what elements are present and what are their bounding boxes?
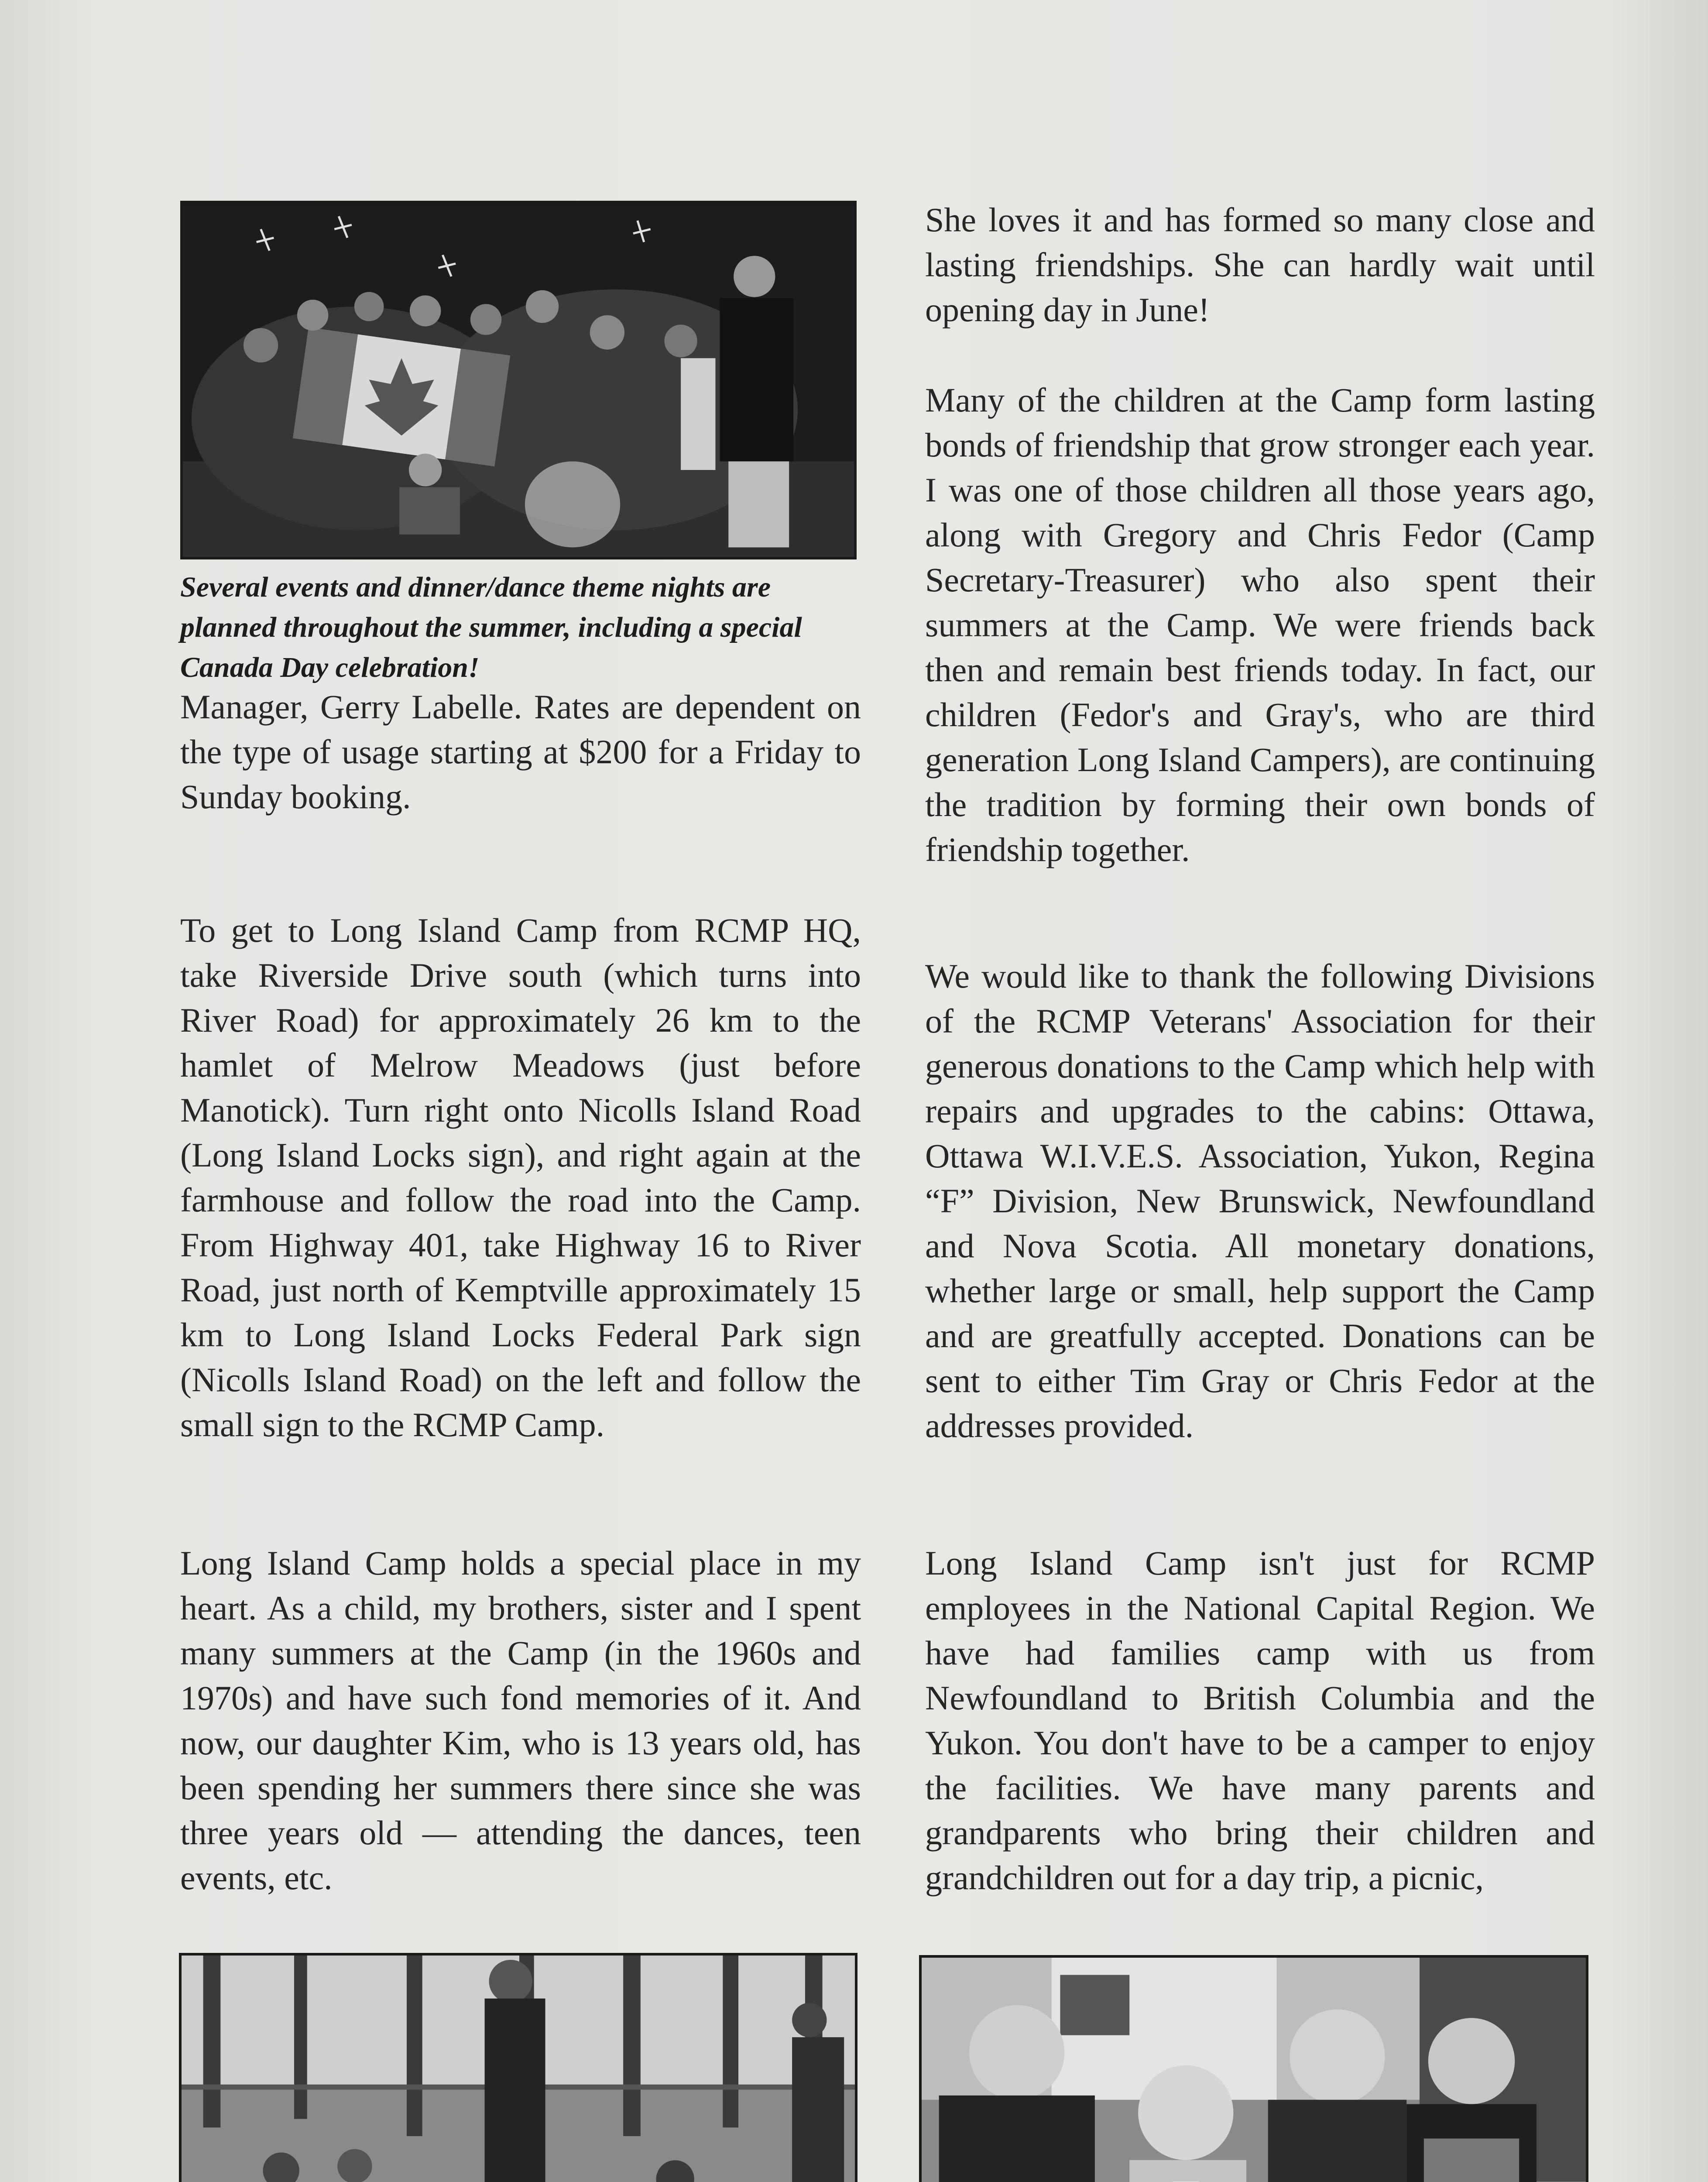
right-paragraph-3: We would like to thank the following Divisions of the RCMP Veterans' Association for their generous donations to the Camp which help with repairs and upgrades to the cabins: Ottawa, Ottawa W.I.V.E.S. Association, Yukon, Regina “F” Division, New Brunswick, Newfoundland and Nova Scotia. All monetary donations, whether large or small, help support the Camp and are greatfully accepted. Donations can be sent to either Tim Gray or Chris Fedor at the addresses provided. — [925, 957, 1595, 1444]
third-generation-campers-photo — [919, 1955, 1588, 2182]
canada-day-photo — [180, 201, 857, 559]
right-paragraph-1: She loves it and has formed so many close and lasting friendships. She can hardly wait until opening day in June! — [925, 201, 1595, 329]
right-paragraph-4: Long Island Camp isn't just for RCMP employees in the National Capital Region. We have had families camp with us from Newfoundland to British Columbia and the Yukon. You don't have to be a camper to enjoy the facilities. We have many parents and grandparents who bring their children and grandchildren out for a day trip, a picnic, — [925, 1544, 1595, 1897]
community-picnic-photo — [179, 1953, 857, 2182]
left-paragraph-1: Manager, Gerry Labelle. Rates are dependent on the type of usage starting at $200 for a Friday to Sunday booking. — [180, 688, 861, 816]
right-paragraph-2: Many of the children at the Camp form lasting bonds of friendship that grow stronger each year. I was one of those children all those years ago, along with Gregory and Chris Fedor (Camp Secretary-Treasurer) who also spent their summers at the Camp. We were friends back then and remain best friends today. In fact, our children (Fedor's and Gray's, who are third generation Long Island Campers), are continuing the tradition by forming their own bonds of friendship together. — [925, 381, 1595, 868]
left-paragraph-2: To get to Long Island Camp from RCMP HQ, take Riverside Drive south (which turns into River Road) for approximately 26 km to the hamlet of Melrow Meadows (just before Manotick). Turn right onto Nicolls Island Road (Long Island Locks sign), and right again at the farmhouse and follow the road into the Camp. From Highway 401, take Highway 16 to River Road, just north of Kemptville approximately 15 km to Long Island Locks Federal Park sign (Nicolls Island Road) on the left and follow the small sign to the RCMP Camp. — [180, 911, 861, 1444]
left-paragraph-3: Long Island Camp holds a special place in my heart. As a child, my brothers, sister and I spent many summers at the Camp (in the 1960s and 1970s) and have such fond memories of it. And now, our daughter Kim, who is 13 years old, has been spending her summers there since she was three years old — attending the dances, teen events, etc. — [180, 1544, 861, 1897]
canada-day-caption: Several events and dinner/dance theme nights are planned throughout the summer, including a special Canada Day celebration! — [180, 571, 802, 683]
